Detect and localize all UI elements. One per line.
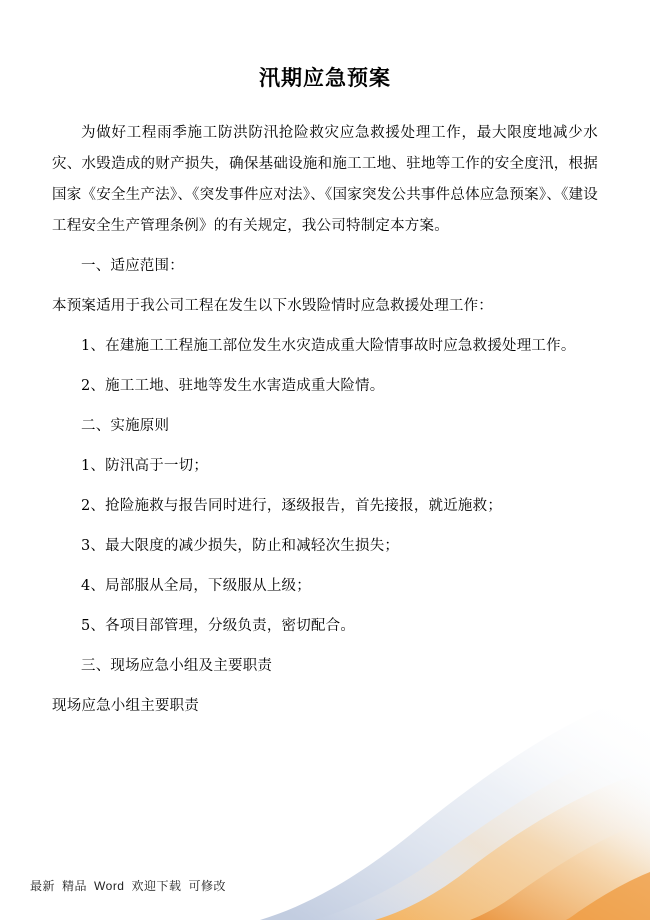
paragraph-1: 为做好工程雨季施工防洪防汛抢险救灾应急救援处理工作，最大限度地减少水灾、水毁造成的财产损失，确保基础设施和施工工地、驻地等工作的安全度汛，根据国家《安全生产法》、《突发事件应对法》、《国家突发公共事件总体应急预案》、《建设工程安全生产管理条例》的有关规定，我公司特制定本方案。 [52,125,598,234]
page-title: 汛期应急预案 [259,65,391,90]
footer-item-1: 最新 [30,879,56,893]
paragraph-4: 1、在建施工工程施工部位发生水灾造成重大险情事故时应急救援处理工作。 [81,338,576,354]
paragraph-7: 1、防汛高于一切； [81,458,209,474]
footer-item-3: Word [94,879,125,893]
paragraph-13: 现场应急小组主要职责 [52,698,199,714]
paragraph-2: 一、适应范围： [81,258,184,274]
page-footer [30,877,233,894]
footer-item-2: 精品 [62,879,88,893]
paragraph-6: 二、实施原则 [81,418,170,434]
paragraph-5: 2、施工工地、驻地等发生水害造成重大险情。 [81,378,385,394]
footer-item-4: 欢迎下载 [131,879,182,893]
paragraph-8: 2、抢险施救与报告同时进行，逐级报告，首先接报，就近施救； [81,498,503,514]
paragraph-9: 3、最大限度的减少损失，防止和减轻次生损失； [81,538,400,554]
paragraph-10: 4、局部服从全局，下级服从上级； [81,578,311,594]
paragraph-3: 本预案适用于我公司工程在发生以下水毁险情时应急救援处理工作： [52,298,493,314]
footer-item-5: 可修改 [188,879,227,893]
paragraph-11: 5、各项目部管理，分级负责，密切配合。 [81,618,356,634]
paragraph-12: 三、现场应急小组及主要职责 [81,658,273,674]
